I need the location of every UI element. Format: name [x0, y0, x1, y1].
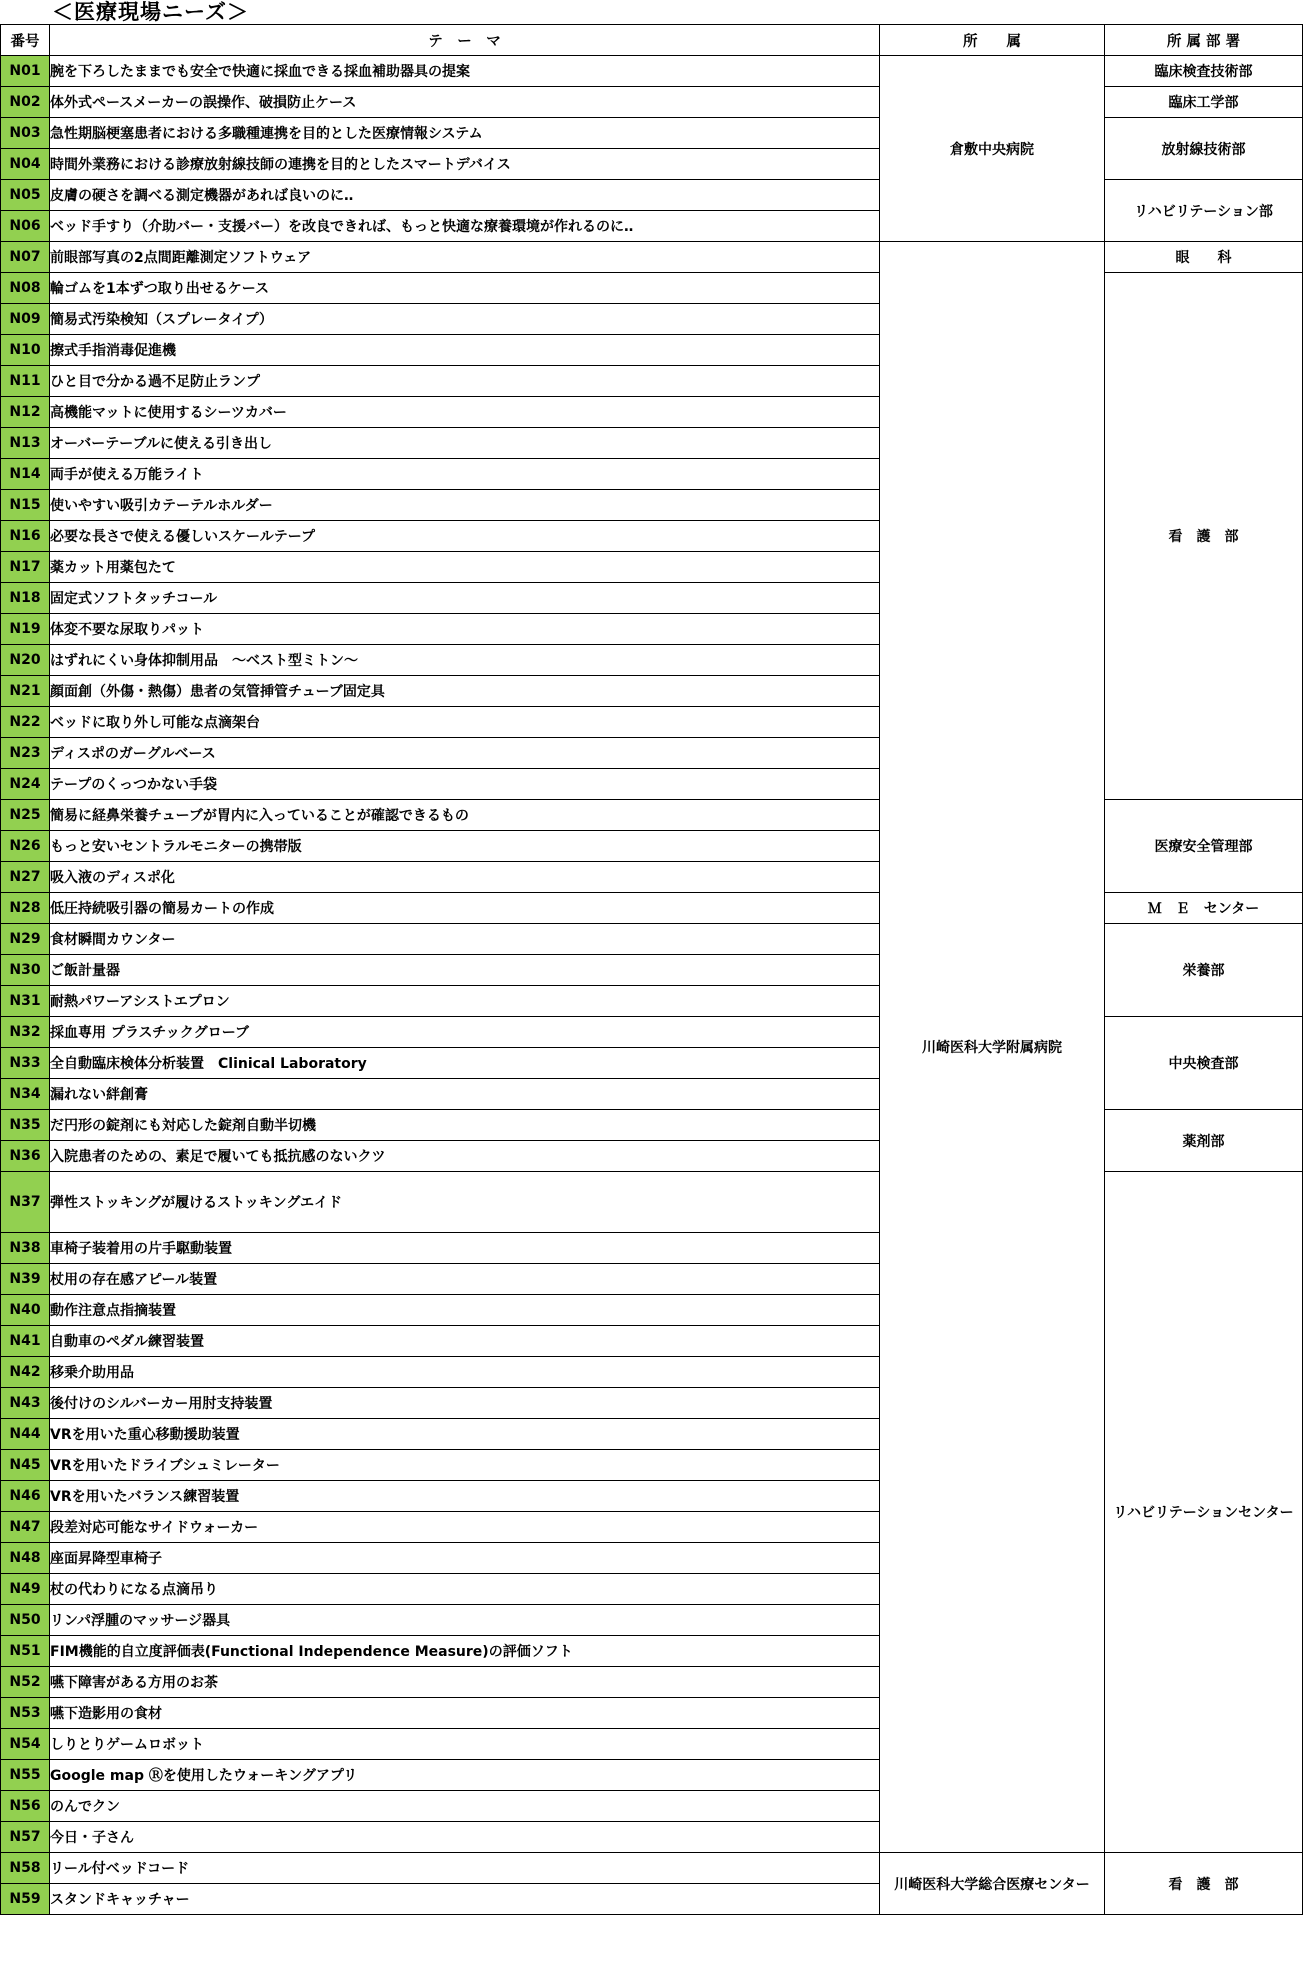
need-theme: 必要な長さで使える優しいスケールテープ	[50, 521, 880, 552]
department-cell: 薬剤部	[1105, 1110, 1303, 1172]
need-number: N13	[1, 428, 50, 459]
need-number: N53	[1, 1698, 50, 1729]
need-theme: 簡易に経鼻栄養チューブが胃内に入っていることが確認できるもの	[50, 800, 880, 831]
affiliation-cell: 川崎医科大学附属病院	[880, 242, 1105, 1853]
need-theme: ご飯計量器	[50, 955, 880, 986]
need-number: N56	[1, 1791, 50, 1822]
need-theme: のんでクン	[50, 1791, 880, 1822]
need-theme: 固定式ソフトタッチコール	[50, 583, 880, 614]
department-cell: 臨床工学部	[1105, 87, 1303, 118]
need-theme: もっと安いセントラルモニターの携帯版	[50, 831, 880, 862]
need-number: N27	[1, 862, 50, 893]
need-number: N50	[1, 1605, 50, 1636]
need-number: N59	[1, 1884, 50, 1915]
need-theme: Google map Ⓡを使用したウォーキングアプリ	[50, 1760, 880, 1791]
need-theme: ひと目で分かる過不足防止ランプ	[50, 366, 880, 397]
need-number: N08	[1, 273, 50, 304]
table-row	[1, 118, 1303, 149]
need-number: N09	[1, 304, 50, 335]
need-theme: 今日・子さん	[50, 1822, 880, 1853]
need-number: N10	[1, 335, 50, 366]
need-number: N07	[1, 242, 50, 273]
need-theme: しりとりゲームロボット	[50, 1729, 880, 1760]
table-row	[1, 242, 1303, 273]
need-number: N32	[1, 1017, 50, 1048]
needs-table-body	[1, 56, 1303, 1915]
need-theme: 車椅子装着用の片手駆動装置	[50, 1233, 880, 1264]
need-theme: 輪ゴムを1本ずつ取り出せるケース	[50, 273, 880, 304]
need-theme: 漏れない絆創膏	[50, 1079, 880, 1110]
need-theme: 座面昇降型車椅子	[50, 1543, 880, 1574]
department-cell: 臨床検査技術部	[1105, 56, 1303, 87]
need-number: N51	[1, 1636, 50, 1667]
table-row	[1, 800, 1303, 831]
table-row	[1, 273, 1303, 304]
need-theme: 皮膚の硬さを調べる測定機器があれば良いのに‥	[50, 180, 880, 211]
need-theme: 急性期脳梗塞患者における多職種連携を目的とした医療情報システム	[50, 118, 880, 149]
need-theme: 動作注意点指摘装置	[50, 1295, 880, 1326]
need-number: N58	[1, 1853, 50, 1884]
table-row	[1, 1017, 1303, 1048]
need-number: N33	[1, 1048, 50, 1079]
need-theme: VRを用いた重心移動援助装置	[50, 1419, 880, 1450]
header-theme: テ ー マ	[50, 25, 880, 56]
need-number: N19	[1, 614, 50, 645]
need-theme: 薬カット用薬包たて	[50, 552, 880, 583]
need-theme: 食材瞬間カウンター	[50, 924, 880, 955]
table-row	[1, 1110, 1303, 1141]
need-number: N30	[1, 955, 50, 986]
affiliation-cell: 倉敷中央病院	[880, 56, 1105, 242]
need-theme: 全自動臨床検体分析装置 Clinical Laboratory	[50, 1048, 880, 1079]
need-number: N49	[1, 1574, 50, 1605]
need-theme: 弾性ストッキングが履けるストッキングエイド	[50, 1172, 880, 1233]
need-theme: 自動車のペダル練習装置	[50, 1326, 880, 1357]
need-number: N35	[1, 1110, 50, 1141]
need-theme: 嚥下造影用の食材	[50, 1698, 880, 1729]
need-theme: 耐熱パワーアシストエプロン	[50, 986, 880, 1017]
need-theme: 体外式ペースメーカーの誤操作、破損防止ケース	[50, 87, 880, 118]
need-number: N21	[1, 676, 50, 707]
need-number: N02	[1, 87, 50, 118]
need-number: N34	[1, 1079, 50, 1110]
table-row	[1, 1172, 1303, 1233]
need-number: N48	[1, 1543, 50, 1574]
need-theme: テープのくっつかない手袋	[50, 769, 880, 800]
need-theme: ベッド手すり（介助バー・支援バー）を改良できれば、もっと快適な療養環境が作れるのに‥	[50, 211, 880, 242]
need-theme: リンパ浮腫のマッサージ器具	[50, 1605, 880, 1636]
need-number: N15	[1, 490, 50, 521]
need-theme: 体変不要な尿取りパット	[50, 614, 880, 645]
need-number: N18	[1, 583, 50, 614]
need-theme: FIM機能的自立度評価表(Functional Independence Measure)の評価ソフト	[50, 1636, 880, 1667]
need-number: N26	[1, 831, 50, 862]
need-theme: 低圧持続吸引器の簡易カートの作成	[50, 893, 880, 924]
need-number: N23	[1, 738, 50, 769]
need-number: N57	[1, 1822, 50, 1853]
need-number: N28	[1, 893, 50, 924]
need-number: N04	[1, 149, 50, 180]
need-number: N36	[1, 1141, 50, 1172]
need-theme: 高機能マットに使用するシーツカバー	[50, 397, 880, 428]
need-theme: 後付けのシルバーカー用肘支持装置	[50, 1388, 880, 1419]
header-row	[1, 25, 1303, 56]
needs-table	[0, 24, 1303, 1915]
need-number: N05	[1, 180, 50, 211]
table-row	[1, 87, 1303, 118]
department-cell: 看 護 部	[1105, 273, 1303, 800]
table-row	[1, 893, 1303, 924]
need-number: N16	[1, 521, 50, 552]
need-theme: 嚥下障害がある方用のお茶	[50, 1667, 880, 1698]
need-number: N38	[1, 1233, 50, 1264]
page-title: ＜医療現場ニーズ＞	[52, 0, 249, 24]
need-theme: 顔面創（外傷・熱傷）患者の気管挿管チューブ固定具	[50, 676, 880, 707]
need-theme: 腕を下ろしたままでも安全で快適に採血できる採血補助器具の提案	[50, 56, 880, 87]
department-cell: 栄養部	[1105, 924, 1303, 1017]
need-number: N01	[1, 56, 50, 87]
need-number: N37	[1, 1172, 50, 1233]
need-theme: 入院患者のための、素足で履いても抵抗感のないクツ	[50, 1141, 880, 1172]
need-theme: ディスポのガーグルベース	[50, 738, 880, 769]
need-number: N31	[1, 986, 50, 1017]
need-number: N24	[1, 769, 50, 800]
table-row	[1, 180, 1303, 211]
table-row	[1, 924, 1303, 955]
need-number: N45	[1, 1450, 50, 1481]
need-theme: VRを用いたドライブシュミレーター	[50, 1450, 880, 1481]
department-cell: 看 護 部	[1105, 1853, 1303, 1915]
affiliation-cell: 川崎医科大学総合医療センター	[880, 1853, 1105, 1915]
header-affiliation: 所 属	[880, 25, 1105, 56]
department-cell: リハビリテーションセンター	[1105, 1172, 1303, 1853]
need-number: N52	[1, 1667, 50, 1698]
need-number: N55	[1, 1760, 50, 1791]
need-theme: はずれにくい身体抑制用品 ～ベスト型ミトン～	[50, 645, 880, 676]
need-number: N11	[1, 366, 50, 397]
need-number: N40	[1, 1295, 50, 1326]
need-theme: 前眼部写真の2点間距離測定ソフトウェア	[50, 242, 880, 273]
need-theme: 杖用の存在感アピール装置	[50, 1264, 880, 1295]
need-number: N46	[1, 1481, 50, 1512]
header-department: 所 属 部 署	[1105, 25, 1303, 56]
department-cell: Ｍ Ｅ センター	[1105, 893, 1303, 924]
need-number: N29	[1, 924, 50, 955]
need-number: N44	[1, 1419, 50, 1450]
need-theme: だ円形の錠剤にも対応した錠剤自動半切機	[50, 1110, 880, 1141]
header-number: 番号	[1, 25, 50, 56]
need-theme: 移乗介助用品	[50, 1357, 880, 1388]
need-number: N54	[1, 1729, 50, 1760]
need-theme: 段差対応可能なサイドウォーカー	[50, 1512, 880, 1543]
need-number: N03	[1, 118, 50, 149]
need-number: N17	[1, 552, 50, 583]
need-theme: リール付ベッドコード	[50, 1853, 880, 1884]
department-cell: 医療安全管理部	[1105, 800, 1303, 893]
department-cell: リハビリテーション部	[1105, 180, 1303, 242]
table-row	[1, 56, 1303, 87]
need-theme: 両手が使える万能ライト	[50, 459, 880, 490]
need-number: N12	[1, 397, 50, 428]
department-cell: 中央検査部	[1105, 1017, 1303, 1110]
department-cell: 放射線技術部	[1105, 118, 1303, 180]
need-number: N14	[1, 459, 50, 490]
need-theme: 使いやすい吸引カテーテルホルダー	[50, 490, 880, 521]
need-theme: 簡易式汚染検知（スプレータイプ）	[50, 304, 880, 335]
need-theme: 杖の代わりになる点滴吊り	[50, 1574, 880, 1605]
department-cell: 眼 科	[1105, 242, 1303, 273]
need-theme: オーバーテーブルに使える引き出し	[50, 428, 880, 459]
need-theme: 採血専用 プラスチックグローブ	[50, 1017, 880, 1048]
need-number: N20	[1, 645, 50, 676]
need-theme: 吸入液のディスポ化	[50, 862, 880, 893]
need-number: N22	[1, 707, 50, 738]
need-number: N06	[1, 211, 50, 242]
need-number: N41	[1, 1326, 50, 1357]
need-theme: 擦式手指消毒促進機	[50, 335, 880, 366]
need-number: N43	[1, 1388, 50, 1419]
need-theme: VRを用いたバランス練習装置	[50, 1481, 880, 1512]
need-theme: ベッドに取り外し可能な点滴架台	[50, 707, 880, 738]
table-row	[1, 1853, 1303, 1884]
need-number: N25	[1, 800, 50, 831]
need-number: N39	[1, 1264, 50, 1295]
need-theme: スタンドキャッチャー	[50, 1884, 880, 1915]
need-theme: 時間外業務における診療放射線技師の連携を目的としたスマートデバイス	[50, 149, 880, 180]
need-number: N47	[1, 1512, 50, 1543]
need-number: N42	[1, 1357, 50, 1388]
